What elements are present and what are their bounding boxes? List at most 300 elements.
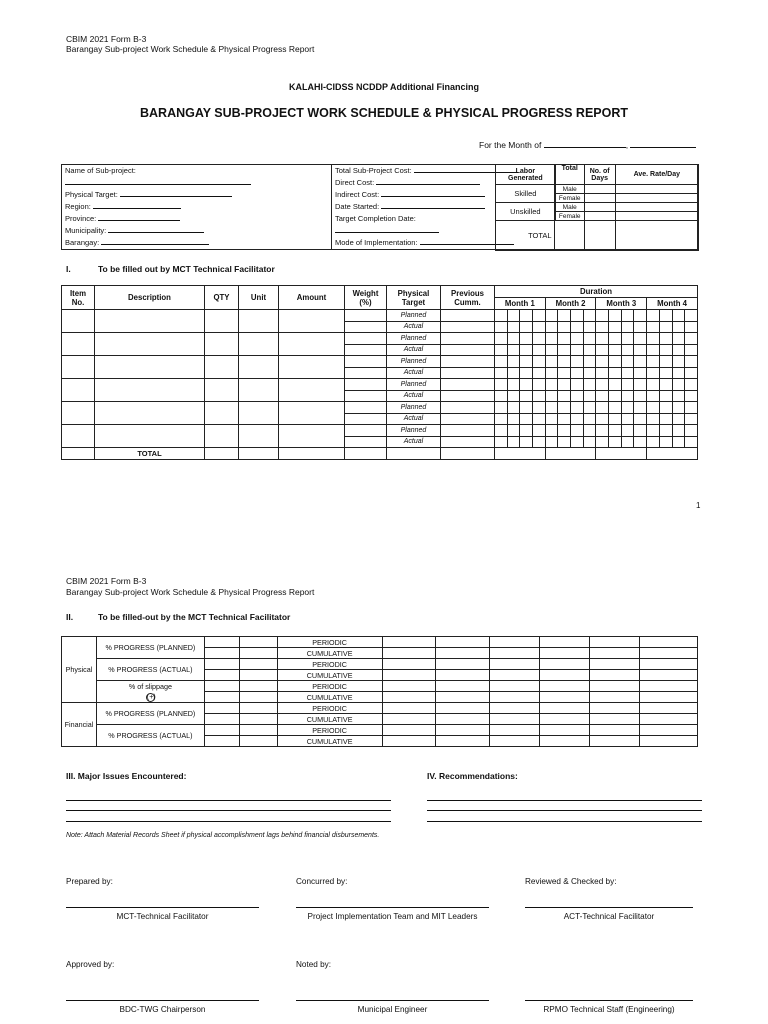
week-cell[interactable] bbox=[545, 436, 558, 448]
week-cell[interactable] bbox=[583, 344, 596, 356]
week-cell[interactable] bbox=[583, 333, 596, 345]
week-cell[interactable] bbox=[659, 413, 672, 425]
week-cell[interactable] bbox=[647, 356, 660, 368]
cell[interactable] bbox=[490, 714, 540, 725]
cell[interactable] bbox=[239, 637, 277, 648]
cell[interactable] bbox=[436, 692, 490, 703]
week-cell[interactable] bbox=[558, 379, 571, 391]
week-cell[interactable] bbox=[533, 344, 546, 356]
cell[interactable] bbox=[590, 692, 640, 703]
week-cell[interactable] bbox=[507, 402, 520, 414]
item-no-cell[interactable] bbox=[62, 425, 95, 448]
week-cell[interactable] bbox=[558, 413, 571, 425]
previous-cell[interactable] bbox=[441, 344, 495, 356]
cell[interactable] bbox=[204, 725, 239, 736]
description-cell[interactable] bbox=[95, 379, 205, 402]
weight-cell[interactable] bbox=[345, 413, 387, 425]
week-cell[interactable] bbox=[558, 390, 571, 402]
week-cell[interactable] bbox=[634, 344, 647, 356]
weight-cell[interactable] bbox=[345, 425, 387, 437]
week-cell[interactable] bbox=[685, 333, 698, 345]
week-cell[interactable] bbox=[659, 310, 672, 322]
cell[interactable] bbox=[204, 703, 239, 714]
week-cell[interactable] bbox=[583, 425, 596, 437]
cell[interactable] bbox=[490, 637, 540, 648]
week-cell[interactable] bbox=[495, 425, 508, 437]
total-physical[interactable] bbox=[387, 448, 441, 460]
week-cell[interactable] bbox=[672, 436, 685, 448]
week-cell[interactable] bbox=[545, 356, 558, 368]
issues-lines[interactable] bbox=[66, 790, 391, 822]
cell[interactable] bbox=[436, 714, 490, 725]
week-cell[interactable] bbox=[583, 367, 596, 379]
signature-line[interactable] bbox=[296, 1000, 489, 1001]
cell[interactable] bbox=[382, 681, 436, 692]
week-cell[interactable] bbox=[583, 402, 596, 414]
week-cell[interactable] bbox=[609, 413, 622, 425]
total-weight[interactable] bbox=[345, 448, 387, 460]
week-cell[interactable] bbox=[520, 356, 533, 368]
week-cell[interactable] bbox=[647, 333, 660, 345]
cell[interactable] bbox=[436, 681, 490, 692]
physical-target-line[interactable] bbox=[120, 189, 232, 197]
week-cell[interactable] bbox=[520, 310, 533, 322]
week-cell[interactable] bbox=[621, 344, 634, 356]
week-cell[interactable] bbox=[634, 402, 647, 414]
week-cell[interactable] bbox=[634, 413, 647, 425]
municipality-line[interactable] bbox=[108, 225, 204, 233]
previous-cell[interactable] bbox=[441, 367, 495, 379]
week-cell[interactable] bbox=[507, 390, 520, 402]
cell[interactable] bbox=[436, 648, 490, 659]
week-cell[interactable] bbox=[571, 321, 584, 333]
cell[interactable] bbox=[204, 670, 239, 681]
week-cell[interactable] bbox=[659, 379, 672, 391]
cell[interactable] bbox=[590, 714, 640, 725]
week-cell[interactable] bbox=[533, 356, 546, 368]
week-cell[interactable] bbox=[558, 333, 571, 345]
week-cell[interactable] bbox=[520, 379, 533, 391]
week-cell[interactable] bbox=[507, 425, 520, 437]
previous-cell[interactable] bbox=[441, 436, 495, 448]
indirect-cost-line[interactable] bbox=[381, 189, 485, 197]
week-cell[interactable] bbox=[647, 379, 660, 391]
week-cell[interactable] bbox=[621, 367, 634, 379]
cell[interactable] bbox=[382, 703, 436, 714]
week-cell[interactable] bbox=[571, 413, 584, 425]
cell[interactable] bbox=[490, 659, 540, 670]
week-cell[interactable] bbox=[609, 356, 622, 368]
week-cell[interactable] bbox=[672, 310, 685, 322]
cell[interactable] bbox=[382, 736, 436, 747]
weight-cell[interactable] bbox=[345, 333, 387, 345]
cell[interactable] bbox=[640, 714, 698, 725]
week-cell[interactable] bbox=[571, 356, 584, 368]
cell[interactable] bbox=[436, 725, 490, 736]
week-cell[interactable] bbox=[533, 321, 546, 333]
cell[interactable] bbox=[239, 714, 277, 725]
week-cell[interactable] bbox=[621, 413, 634, 425]
week-cell[interactable] bbox=[545, 379, 558, 391]
cell[interactable] bbox=[640, 648, 698, 659]
previous-cell[interactable] bbox=[441, 310, 495, 322]
weight-cell[interactable] bbox=[345, 379, 387, 391]
issues-line[interactable] bbox=[66, 790, 391, 801]
week-cell[interactable] bbox=[533, 310, 546, 322]
week-cell[interactable] bbox=[621, 321, 634, 333]
direct-cost-line[interactable] bbox=[376, 177, 480, 185]
week-cell[interactable] bbox=[596, 333, 609, 345]
week-cell[interactable] bbox=[685, 436, 698, 448]
week-cell[interactable] bbox=[621, 425, 634, 437]
week-cell[interactable] bbox=[571, 425, 584, 437]
cell[interactable] bbox=[640, 670, 698, 681]
weight-cell[interactable] bbox=[345, 321, 387, 333]
week-cell[interactable] bbox=[672, 333, 685, 345]
cell[interactable] bbox=[540, 736, 590, 747]
total-unit[interactable] bbox=[239, 448, 279, 460]
unit-cell[interactable] bbox=[239, 425, 279, 448]
description-cell[interactable] bbox=[95, 425, 205, 448]
cell[interactable] bbox=[640, 637, 698, 648]
week-cell[interactable] bbox=[659, 402, 672, 414]
week-cell[interactable] bbox=[609, 333, 622, 345]
recommendations-lines[interactable] bbox=[427, 790, 702, 822]
cell[interactable] bbox=[540, 648, 590, 659]
weight-cell[interactable] bbox=[345, 436, 387, 448]
week-cell[interactable] bbox=[609, 321, 622, 333]
previous-cell[interactable] bbox=[441, 390, 495, 402]
week-cell[interactable] bbox=[495, 367, 508, 379]
week-cell[interactable] bbox=[621, 333, 634, 345]
unskilled-male-rate[interactable] bbox=[615, 203, 698, 212]
amount-cell[interactable] bbox=[279, 402, 345, 425]
cell[interactable] bbox=[204, 692, 239, 703]
qty-cell[interactable] bbox=[205, 425, 239, 448]
week-cell[interactable] bbox=[634, 333, 647, 345]
week-cell[interactable] bbox=[596, 356, 609, 368]
week-cell[interactable] bbox=[634, 367, 647, 379]
weight-cell[interactable] bbox=[345, 367, 387, 379]
week-cell[interactable] bbox=[583, 356, 596, 368]
week-cell[interactable] bbox=[647, 436, 660, 448]
cell[interactable] bbox=[239, 681, 277, 692]
week-cell[interactable] bbox=[609, 436, 622, 448]
week-cell[interactable] bbox=[609, 379, 622, 391]
unskilled-male-days[interactable] bbox=[584, 203, 615, 212]
cell[interactable] bbox=[590, 637, 640, 648]
week-cell[interactable] bbox=[685, 367, 698, 379]
signature-line[interactable] bbox=[66, 907, 259, 908]
week-cell[interactable] bbox=[507, 436, 520, 448]
cell[interactable] bbox=[640, 659, 698, 670]
description-cell[interactable] bbox=[95, 356, 205, 379]
week-cell[interactable] bbox=[571, 436, 584, 448]
week-cell[interactable] bbox=[672, 356, 685, 368]
cell[interactable] bbox=[204, 659, 239, 670]
skilled-male-rate[interactable] bbox=[615, 185, 698, 194]
cell[interactable] bbox=[382, 692, 436, 703]
week-cell[interactable] bbox=[621, 402, 634, 414]
week-cell[interactable] bbox=[685, 344, 698, 356]
total-qty[interactable] bbox=[205, 448, 239, 460]
cell[interactable] bbox=[540, 670, 590, 681]
week-cell[interactable] bbox=[672, 367, 685, 379]
week-cell[interactable] bbox=[685, 321, 698, 333]
item-no-cell[interactable] bbox=[62, 356, 95, 379]
issues-line[interactable] bbox=[66, 811, 391, 822]
previous-cell[interactable] bbox=[441, 425, 495, 437]
cell[interactable] bbox=[382, 637, 436, 648]
issues-line[interactable] bbox=[66, 801, 391, 812]
cell[interactable] bbox=[436, 736, 490, 747]
week-cell[interactable] bbox=[647, 344, 660, 356]
cell[interactable] bbox=[640, 736, 698, 747]
week-cell[interactable] bbox=[685, 402, 698, 414]
week-cell[interactable] bbox=[583, 379, 596, 391]
week-cell[interactable] bbox=[533, 425, 546, 437]
week-cell[interactable] bbox=[609, 402, 622, 414]
week-cell[interactable] bbox=[685, 379, 698, 391]
cell[interactable] bbox=[204, 681, 239, 692]
week-cell[interactable] bbox=[571, 344, 584, 356]
week-cell[interactable] bbox=[545, 344, 558, 356]
week-cell[interactable] bbox=[596, 367, 609, 379]
week-cell[interactable] bbox=[507, 413, 520, 425]
week-cell[interactable] bbox=[659, 436, 672, 448]
cell[interactable] bbox=[436, 703, 490, 714]
week-cell[interactable] bbox=[621, 390, 634, 402]
unit-cell[interactable] bbox=[239, 310, 279, 333]
recommendations-line[interactable] bbox=[427, 801, 702, 812]
week-cell[interactable] bbox=[659, 344, 672, 356]
previous-cell[interactable] bbox=[441, 333, 495, 345]
week-cell[interactable] bbox=[520, 367, 533, 379]
week-cell[interactable] bbox=[634, 425, 647, 437]
amount-cell[interactable] bbox=[279, 310, 345, 333]
cell[interactable] bbox=[590, 681, 640, 692]
week-cell[interactable] bbox=[507, 367, 520, 379]
cell[interactable] bbox=[540, 703, 590, 714]
qty-cell[interactable] bbox=[205, 402, 239, 425]
week-cell[interactable] bbox=[634, 310, 647, 322]
week-cell[interactable] bbox=[634, 379, 647, 391]
region-line[interactable] bbox=[93, 201, 181, 209]
week-cell[interactable] bbox=[634, 321, 647, 333]
cell[interactable] bbox=[540, 681, 590, 692]
previous-cell[interactable] bbox=[441, 321, 495, 333]
week-cell[interactable] bbox=[609, 344, 622, 356]
week-cell[interactable] bbox=[672, 379, 685, 391]
cell[interactable] bbox=[382, 659, 436, 670]
description-cell[interactable] bbox=[95, 310, 205, 333]
cell[interactable] bbox=[239, 670, 277, 681]
cell[interactable] bbox=[540, 714, 590, 725]
week-cell[interactable] bbox=[507, 310, 520, 322]
week-cell[interactable] bbox=[659, 425, 672, 437]
week-cell[interactable] bbox=[545, 321, 558, 333]
week-cell[interactable] bbox=[596, 436, 609, 448]
week-cell[interactable] bbox=[558, 310, 571, 322]
weight-cell[interactable] bbox=[345, 310, 387, 322]
week-cell[interactable] bbox=[558, 436, 571, 448]
week-cell[interactable] bbox=[583, 413, 596, 425]
week-cell[interactable] bbox=[596, 425, 609, 437]
cell[interactable] bbox=[239, 648, 277, 659]
cell[interactable] bbox=[436, 659, 490, 670]
week-cell[interactable] bbox=[571, 310, 584, 322]
week-cell[interactable] bbox=[545, 413, 558, 425]
cell[interactable] bbox=[239, 736, 277, 747]
unit-cell[interactable] bbox=[239, 356, 279, 379]
cell[interactable] bbox=[640, 681, 698, 692]
week-cell[interactable] bbox=[621, 356, 634, 368]
week-cell[interactable] bbox=[647, 367, 660, 379]
weight-cell[interactable] bbox=[345, 356, 387, 368]
cell[interactable] bbox=[490, 703, 540, 714]
week-cell[interactable] bbox=[621, 436, 634, 448]
week-cell[interactable] bbox=[659, 367, 672, 379]
cell[interactable] bbox=[204, 648, 239, 659]
week-cell[interactable] bbox=[495, 402, 508, 414]
week-cell[interactable] bbox=[596, 379, 609, 391]
cell[interactable] bbox=[590, 725, 640, 736]
week-cell[interactable] bbox=[520, 413, 533, 425]
previous-cell[interactable] bbox=[441, 402, 495, 414]
week-cell[interactable] bbox=[545, 367, 558, 379]
target-completion-line[interactable] bbox=[335, 225, 439, 233]
week-cell[interactable] bbox=[507, 321, 520, 333]
week-cell[interactable] bbox=[571, 379, 584, 391]
cell[interactable] bbox=[490, 681, 540, 692]
week-cell[interactable] bbox=[596, 321, 609, 333]
unit-cell[interactable] bbox=[239, 402, 279, 425]
cell[interactable] bbox=[590, 703, 640, 714]
cell[interactable] bbox=[590, 659, 640, 670]
week-cell[interactable] bbox=[545, 402, 558, 414]
week-cell[interactable] bbox=[571, 333, 584, 345]
week-cell[interactable] bbox=[583, 390, 596, 402]
total-month-cell[interactable] bbox=[596, 448, 647, 460]
week-cell[interactable] bbox=[596, 390, 609, 402]
week-cell[interactable] bbox=[545, 390, 558, 402]
skilled-female-days[interactable] bbox=[584, 194, 615, 203]
week-cell[interactable] bbox=[685, 425, 698, 437]
week-cell[interactable] bbox=[596, 402, 609, 414]
week-cell[interactable] bbox=[507, 344, 520, 356]
week-cell[interactable] bbox=[672, 425, 685, 437]
week-cell[interactable] bbox=[495, 436, 508, 448]
qty-cell[interactable] bbox=[205, 310, 239, 333]
week-cell[interactable] bbox=[558, 344, 571, 356]
week-cell[interactable] bbox=[685, 356, 698, 368]
skilled-male-days[interactable] bbox=[584, 185, 615, 194]
week-cell[interactable] bbox=[659, 333, 672, 345]
cell[interactable] bbox=[490, 670, 540, 681]
cell[interactable] bbox=[490, 692, 540, 703]
month-input-line[interactable] bbox=[544, 140, 626, 148]
signature-line[interactable] bbox=[296, 907, 489, 908]
item-no-cell[interactable] bbox=[62, 402, 95, 425]
week-cell[interactable] bbox=[507, 379, 520, 391]
cell[interactable] bbox=[640, 692, 698, 703]
total-previous[interactable] bbox=[441, 448, 495, 460]
cell[interactable] bbox=[382, 670, 436, 681]
previous-cell[interactable] bbox=[441, 413, 495, 425]
week-cell[interactable] bbox=[558, 425, 571, 437]
cell[interactable] bbox=[490, 725, 540, 736]
description-cell[interactable] bbox=[95, 333, 205, 356]
cell[interactable] bbox=[382, 648, 436, 659]
week-cell[interactable] bbox=[672, 413, 685, 425]
total-amount[interactable] bbox=[279, 448, 345, 460]
barangay-line[interactable] bbox=[101, 237, 209, 245]
cell[interactable] bbox=[490, 736, 540, 747]
week-cell[interactable] bbox=[609, 310, 622, 322]
week-cell[interactable] bbox=[533, 333, 546, 345]
week-cell[interactable] bbox=[520, 344, 533, 356]
week-cell[interactable] bbox=[685, 413, 698, 425]
week-cell[interactable] bbox=[672, 390, 685, 402]
signature-line[interactable] bbox=[525, 1000, 693, 1001]
week-cell[interactable] bbox=[507, 333, 520, 345]
week-cell[interactable] bbox=[558, 356, 571, 368]
week-cell[interactable] bbox=[545, 425, 558, 437]
cell[interactable] bbox=[382, 725, 436, 736]
week-cell[interactable] bbox=[647, 390, 660, 402]
unskilled-female-rate[interactable] bbox=[615, 212, 698, 221]
week-cell[interactable] bbox=[495, 413, 508, 425]
recommendations-line[interactable] bbox=[427, 811, 702, 822]
week-cell[interactable] bbox=[596, 344, 609, 356]
unskilled-female-days[interactable] bbox=[584, 212, 615, 221]
item-no-cell[interactable] bbox=[62, 333, 95, 356]
cell[interactable] bbox=[590, 648, 640, 659]
week-cell[interactable] bbox=[634, 356, 647, 368]
cell[interactable] bbox=[204, 714, 239, 725]
week-cell[interactable] bbox=[545, 310, 558, 322]
week-cell[interactable] bbox=[495, 310, 508, 322]
amount-cell[interactable] bbox=[279, 356, 345, 379]
week-cell[interactable] bbox=[495, 333, 508, 345]
weight-cell[interactable] bbox=[345, 344, 387, 356]
skilled-female-rate[interactable] bbox=[615, 194, 698, 203]
signature-line[interactable] bbox=[66, 1000, 259, 1001]
qty-cell[interactable] bbox=[205, 356, 239, 379]
signature-line[interactable] bbox=[525, 907, 693, 908]
cell[interactable] bbox=[540, 659, 590, 670]
total-month-cell[interactable] bbox=[495, 448, 546, 460]
labor-total-days[interactable] bbox=[584, 221, 615, 251]
week-cell[interactable] bbox=[685, 310, 698, 322]
week-cell[interactable] bbox=[520, 425, 533, 437]
week-cell[interactable] bbox=[520, 333, 533, 345]
week-cell[interactable] bbox=[596, 413, 609, 425]
unit-cell[interactable] bbox=[239, 333, 279, 356]
item-no-cell[interactable] bbox=[62, 379, 95, 402]
unit-cell[interactable] bbox=[239, 379, 279, 402]
cell[interactable] bbox=[239, 692, 277, 703]
week-cell[interactable] bbox=[520, 321, 533, 333]
week-cell[interactable] bbox=[520, 402, 533, 414]
cell[interactable] bbox=[382, 714, 436, 725]
week-cell[interactable] bbox=[558, 367, 571, 379]
cell[interactable] bbox=[204, 637, 239, 648]
weight-cell[interactable] bbox=[345, 402, 387, 414]
amount-cell[interactable] bbox=[279, 425, 345, 448]
week-cell[interactable] bbox=[672, 344, 685, 356]
week-cell[interactable] bbox=[672, 402, 685, 414]
